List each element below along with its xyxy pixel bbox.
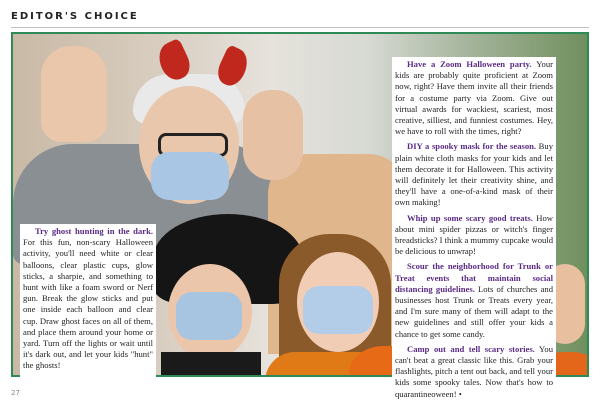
tip-heading: Try ghost hunting in the dark. [35, 226, 153, 236]
tip-body: Buy plain white cloth masks for your kids and let them decorate it for Halloween. This activity will definitely let their creativity shine, and they'll have a one-of-a-kind mask of their own making! [395, 141, 553, 208]
tip-paragraph [395, 59, 553, 137]
adult-right-hand [243, 90, 303, 180]
tip-heading: Whip up some scary good treats. [407, 212, 533, 223]
right-text-box [392, 57, 556, 406]
tip-paragraph [23, 226, 153, 372]
page-number: 27 [11, 389, 20, 397]
tip-heading: Camp out and tell scary stories. [407, 343, 535, 354]
adult-face-mask [151, 152, 229, 200]
tip-heading: DIY a spooky mask for the season. [407, 141, 537, 152]
left-text-box [20, 224, 156, 378]
tip-body: Your kids are probably quite proficient at Zoom now, right? Have them invite all their friends for a costume party via Zoom. Give out virtual awards for wackiest, scariest, most creative, silliest, and funniest costumes. Hey, we have to roll with the times, right? [395, 59, 553, 137]
tip-body: Lots of churches and businesses host Trunk or Treats every year, and I'm sure many of them will adapt to the new guidelines and still offer your kids a chance to get some candy. [395, 283, 553, 339]
tip-paragraph [395, 213, 553, 258]
tip-paragraph [395, 344, 553, 400]
tip-heading: Scour the neighborhood for Trunk or Treat events that maintain social distancing guidelines. [395, 261, 553, 294]
girl-two-face-mask [303, 286, 373, 334]
tip-body: You can't beat a great classic like this. Grab your flashlights, pitch a tent out back, and tell your kids some spooky tales. Now that's how to quarantineoween! • [395, 343, 553, 399]
adult-left-hand [41, 46, 107, 142]
tip-body: How about mini spider pizzas or witch's finger breadsticks? I think a mummy cupcake would be delicious to unwrap! [395, 212, 553, 257]
tip-heading: Have a Zoom Halloween party. [407, 59, 532, 69]
girl-one-face-mask [176, 292, 242, 340]
skeleton-costume [161, 352, 261, 377]
section-title: EDITOR'S CHOICE [11, 11, 139, 22]
tip-paragraph [395, 261, 553, 339]
tip-body: For this fun, non-scary Halloween activity, you'll need white or clear balloons, clear plastic cups, glow sticks, a sharpie, and something to hunt with like a foam sword or Nerf gun. Break the glow sticks and put one inside each balloon and clear cup. Draw ghost faces on all of them, and place them around your home or yard. Turn off the lights or wait until it's dark out, and let your kids "hunt" the ghosts! [23, 237, 153, 371]
tip-paragraph [395, 141, 553, 208]
header-divider [11, 27, 589, 28]
